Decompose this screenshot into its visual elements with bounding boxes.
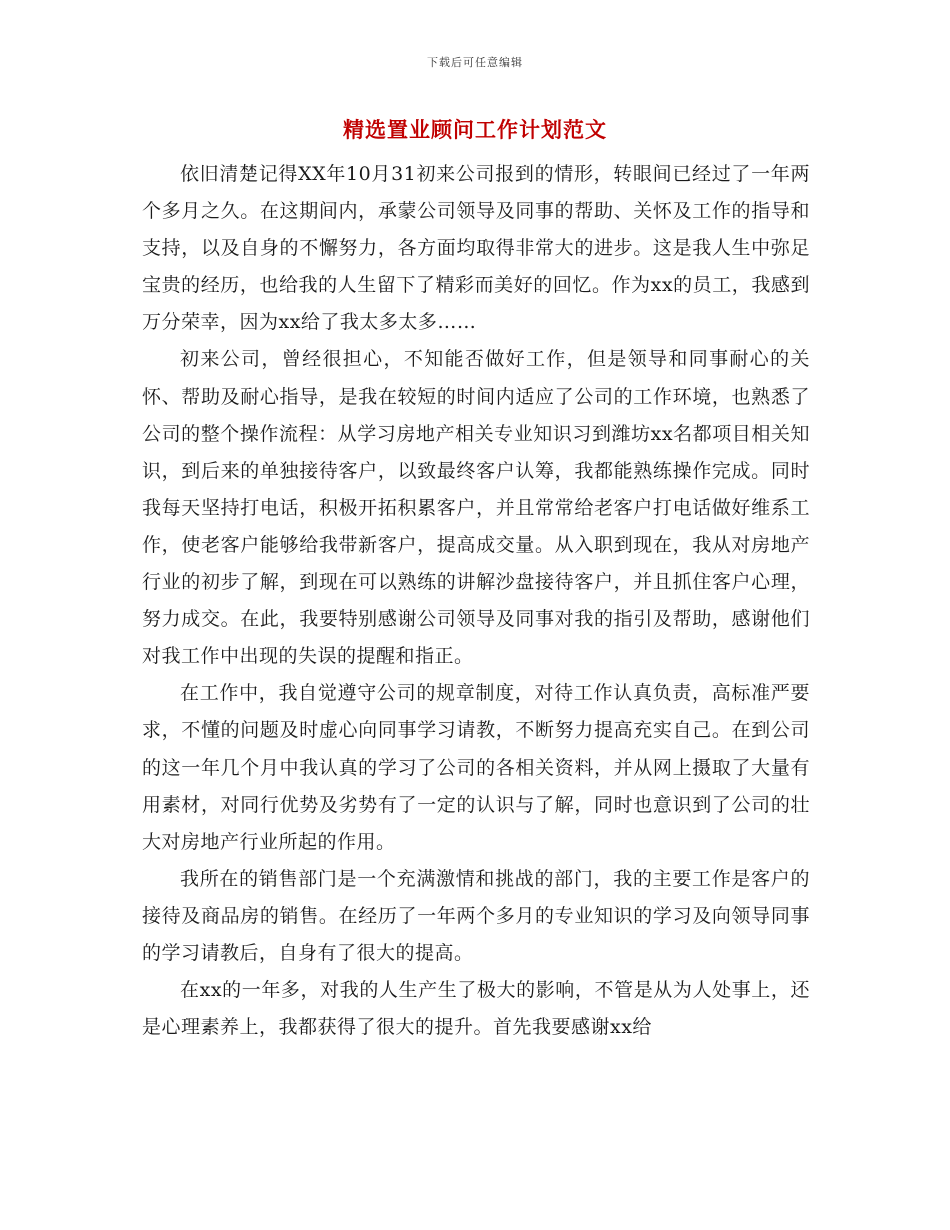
document-body (142, 156, 810, 1046)
paragraph-4: 我所在的销售部门是一个充满激情和挑战的部门，我的主要工作是客户的接待及商品房的销售。在经历了一年两个多月的专业知识的学习及向领导同事的学习请教后，自身有了很大的提高。 (142, 867, 810, 964)
paragraph-2: 初来公司，曾经很担心，不知能否做好工作，但是领导和同事耐心的关怀、帮助及耐心指导，是我在较短的时间内适应了公司的工作环境，也熟悉了公司的整个操作流程：从学习房地产相关专业知识习到潍坊xx名都项目相关知识，到后来的单独接待客户，以致最终客户认筹，我都能熟练操作完成。同时我每天坚持打电话，积极开拓积累客户，并且常常给老客户打电话做好维系工作，使老客户能够给我带新客户，提高成交量。从入职到现在，我从对房地产行业的初步了解，到现在可以熟练的讲解沙盘接待客户，并且抓住客户心理，努力成交。在此，我要特别感谢公司领导及同事对我的指引及帮助，感谢他们对我工作中出现的失误的提醒和指正。 (142, 348, 810, 668)
paragraph-3: 在工作中，我自觉遵守公司的规章制度，对待工作认真负责，高标准严要求，不懂的问题及时虚心向同事学习请教，不断努力提高充实自己。在到公司的这一年几个月中我认真的学习了公司的各相关资料，并从网上摄取了大量有用素材，对同行优势及劣势有了一定的认识与了解，同时也意识到了公司的壮大对房地产行业所起的作用。 (142, 682, 810, 853)
paragraph-1: 依旧清楚记得XX年10月31初来公司报到的情形，转眼间已经过了一年两个多月之久。在这期间内，承蒙公司领导及同事的帮助、关怀及工作的指导和支持，以及自身的不懈努力，各方面均取得非常大的进步。这是我人生中弥足宝贵的经历，也给我的人生留下了精彩而美好的回忆。作为xx的员工，我感到万分荣幸，因为xx给了我太多太多…… (142, 163, 810, 334)
paragraph-5: 在xx的一年多，对我的人生产生了极大的影响，不管是从为人处事上，还是心理素养上，我都获得了很大的提升。首先我要感谢xx给 (142, 979, 810, 1039)
document-title: 精选置业顾问工作计划范文 (343, 117, 607, 142)
header-note: 下载后可任意编辑 (427, 56, 523, 69)
